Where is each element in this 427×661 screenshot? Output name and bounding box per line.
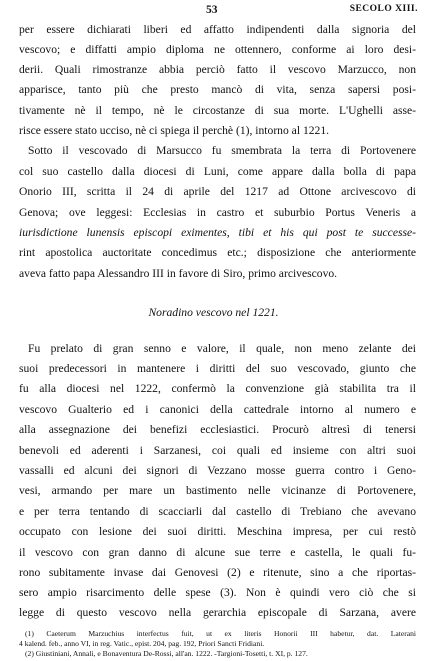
text-line: per essere dichiarati liberi ed affatto indipendenti dalla signoria del: [19, 23, 416, 36]
page-number: 53: [206, 4, 218, 16]
text-line: Sotto il vescovado di Marsucco fu smembrata la terra di Portovenere: [28, 144, 416, 157]
text-line: il vescovo con gran danno di alcune sue terre e castella, le quali fu-: [19, 546, 416, 559]
text-line: risce essere stato ucciso, nè ci spiega il perchè (1), intorno al 1221.: [19, 124, 330, 137]
text-line: col suo castello dalla diocesi di Luni, come appare dalla bolla di papa: [19, 165, 416, 178]
text-line: alla assegnazione dei benefizi ecclesiastici. Procurò altresì di tenersi: [19, 423, 416, 436]
text-line: vescovo; e diffatti ampio diploma ne ottennero, conforme ai loro desi-: [19, 43, 416, 56]
text-line: tivamente nè il tempo, nè le circostanze di sua morte. L'Ughelli asse-: [19, 104, 416, 117]
text-line: vesi, armando per mare un bastimento nelle vicinanze di Portovenere,: [19, 484, 416, 497]
text-line: apparisce, tanto più che presto mancò di vita, senza sapersi posi-: [19, 83, 416, 96]
running-header: [0, 4, 427, 20]
text-line: derii. Quali rimostranze abbia perciò fatto il vescovo Marzucco, non: [19, 63, 416, 76]
section-heading: Noradino vescovo nel 1221.: [148, 306, 279, 319]
text-line: benevoli ed aderenti i Sarzanesi, coi quali ed insieme con altri suoi: [19, 444, 416, 457]
text-line: rono subitamente invase dai Genovesi (2) e ritenute, sino a che riportas-: [19, 566, 416, 579]
text-line: aveva fatto papa Alessandro III in favore di Siro, primo arcivescovo.: [19, 267, 338, 280]
text-line: occupato con lesione dei suoi diritti. Meschina impresa, per cui restò: [19, 525, 416, 538]
text-line: suoi predecessori in mantenere i diritti del suo vescovado, giunto che: [19, 362, 416, 375]
footnote: (2) Giustiniani, Annali, e Bonaventura De-Rossi, all'an. 1222. -Targioni-Tosetti, t. XI, p. 127.: [25, 649, 308, 658]
footnote: (1) Caeterum Marzuchius interfectus fuit, ut ex literis Honorii III habetur, dat. Laterani: [25, 629, 416, 638]
text-line: sero ampio risarcimento delle spese (3). Non è quindi vero ciò che si: [19, 586, 416, 599]
text-line: fu alla diocesi nel 1222, confermò la convenzione già stabilita tra il: [19, 382, 416, 395]
text-line: iurisdictione lunensis episcopi eximentes, tibi et his qui post te successe-: [19, 226, 416, 239]
section-title: SECOLO XIII.: [349, 4, 418, 14]
footnote: 4 kalend. feb., anno VI, in reg. Vatic., epist. 204, pag. 192, Priori Sancti Fridiani.: [19, 639, 265, 648]
text-line: Onorio III, scritta il 24 di aprile del 1217 ad Ottone arcivescovo di: [19, 185, 416, 198]
text-line: Fu prelato di gran senno e valore, il quale, non meno zelante dei: [28, 342, 416, 355]
text-line: Genova; ove leggesi: Ecclesias in castro et suburbio Portus Veneris a: [19, 206, 416, 219]
text-line: rint apostolica auctoritate concedimus etc.; disposizione che anteriormente: [19, 246, 416, 259]
text-line: vescovo Gualterio ed i canonici della cattedrale intorno al numero e: [19, 403, 416, 416]
text-line: vassalli ed alcuni dei signori di Vezzano mosse guerra contro i Geno-: [19, 464, 416, 477]
text-line: legge di questo vescovo nella gerarchia episcopale di Sarzana, avere: [19, 606, 416, 619]
text-line: e per terra tentando di scacciarli dal castello di Trebiano che avevano: [19, 505, 416, 518]
